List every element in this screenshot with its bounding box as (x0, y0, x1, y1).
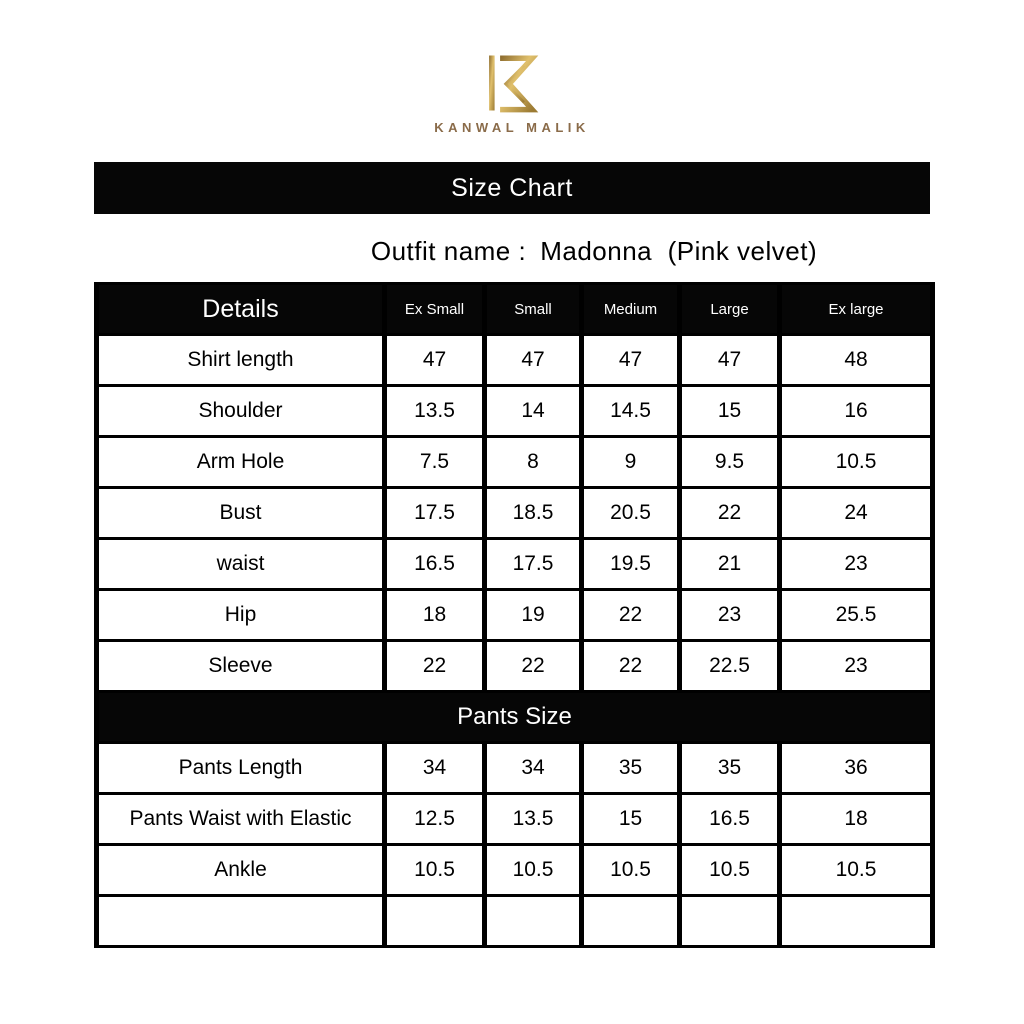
size-value: 34 (485, 743, 582, 794)
size-header-ex-small: Ex Small (385, 284, 485, 335)
size-value: 23 (680, 590, 780, 641)
size-value: 14.5 (582, 386, 680, 437)
size-value: 22 (485, 641, 582, 692)
size-value: 48 (780, 335, 933, 386)
table-row-arm-hole (97, 437, 933, 488)
size-value: 9 (582, 437, 680, 488)
brand-logo (0, 50, 1024, 135)
size-chart-banner (94, 162, 930, 214)
size-value: 18.5 (485, 488, 582, 539)
size-value: 15 (582, 794, 680, 845)
size-value: 34 (385, 743, 485, 794)
size-value: 10.5 (485, 845, 582, 896)
row-label: Pants Length (97, 743, 385, 794)
table-row-waist (97, 539, 933, 590)
size-table (94, 282, 935, 948)
size-value: 22 (680, 488, 780, 539)
table-row-bust (97, 488, 933, 539)
row-label: Bust (97, 488, 385, 539)
row-label: Hip (97, 590, 385, 641)
size-value: 21 (680, 539, 780, 590)
empty-cell (485, 896, 582, 947)
outfit-name-label: Outfit name : (370, 235, 527, 266)
size-header-ex-large: Ex large (780, 284, 933, 335)
size-value: 22 (385, 641, 485, 692)
size-value: 17.5 (485, 539, 582, 590)
table-row-pants-length (97, 743, 933, 794)
pants-size-banner: Pants Size (97, 692, 933, 743)
size-value: 47 (582, 335, 680, 386)
size-value: 10.5 (780, 437, 933, 488)
size-value: 36 (780, 743, 933, 794)
size-value: 10.5 (582, 845, 680, 896)
size-value: 19 (485, 590, 582, 641)
size-value: 22 (582, 590, 680, 641)
size-header-small: Small (485, 284, 582, 335)
size-value: 20.5 (582, 488, 680, 539)
size-value: 13.5 (385, 386, 485, 437)
table-row-pants-waist (97, 794, 933, 845)
row-label: Shoulder (97, 386, 385, 437)
empty-row (97, 896, 933, 947)
size-value: 23 (780, 539, 933, 590)
size-header-medium: Medium (582, 284, 680, 335)
size-value: 16 (780, 386, 933, 437)
size-value: 15 (680, 386, 780, 437)
table-row-shirt-length (97, 335, 933, 386)
empty-cell (780, 896, 933, 947)
row-label: Arm Hole (97, 437, 385, 488)
brand-name: KANWAL MALIK (434, 120, 590, 135)
details-header: Details (97, 284, 385, 335)
size-value: 7.5 (385, 437, 485, 488)
size-value: 18 (385, 590, 485, 641)
outfit-name-value: Madonna (Pink velvet) (540, 235, 818, 266)
size-value: 47 (485, 335, 582, 386)
row-label: Sleeve (97, 641, 385, 692)
size-value: 35 (680, 743, 780, 794)
row-label: Pants Waist with Elastic (97, 794, 385, 845)
size-value: 23 (780, 641, 933, 692)
empty-cell (385, 896, 485, 947)
table-header-row (97, 284, 933, 335)
brand-monogram-icon (478, 50, 546, 116)
size-value: 10.5 (385, 845, 485, 896)
empty-cell (582, 896, 680, 947)
empty-cell (680, 896, 780, 947)
row-label: Shirt length (97, 335, 385, 386)
table-row-sleeve (97, 641, 933, 692)
table-row-ankle (97, 845, 933, 896)
outfit-name-line (258, 231, 930, 271)
size-value: 18 (780, 794, 933, 845)
size-value: 12.5 (385, 794, 485, 845)
row-label: waist (97, 539, 385, 590)
size-value: 16.5 (680, 794, 780, 845)
size-value: 22.5 (680, 641, 780, 692)
table-row-shoulder (97, 386, 933, 437)
size-value: 47 (680, 335, 780, 386)
pants-section-row (97, 692, 933, 743)
size-chart-title: Size Chart (451, 173, 573, 202)
empty-cell (97, 896, 385, 947)
size-value: 47 (385, 335, 485, 386)
size-value: 8 (485, 437, 582, 488)
size-value: 19.5 (582, 539, 680, 590)
size-header-large: Large (680, 284, 780, 335)
size-value: 17.5 (385, 488, 485, 539)
size-value: 35 (582, 743, 680, 794)
size-value: 14 (485, 386, 582, 437)
size-value: 9.5 (680, 437, 780, 488)
size-value: 16.5 (385, 539, 485, 590)
row-label: Ankle (97, 845, 385, 896)
size-value: 13.5 (485, 794, 582, 845)
size-value: 22 (582, 641, 680, 692)
size-value: 10.5 (780, 845, 933, 896)
table-row-hip (97, 590, 933, 641)
size-value: 24 (780, 488, 933, 539)
size-value: 10.5 (680, 845, 780, 896)
size-value: 25.5 (780, 590, 933, 641)
